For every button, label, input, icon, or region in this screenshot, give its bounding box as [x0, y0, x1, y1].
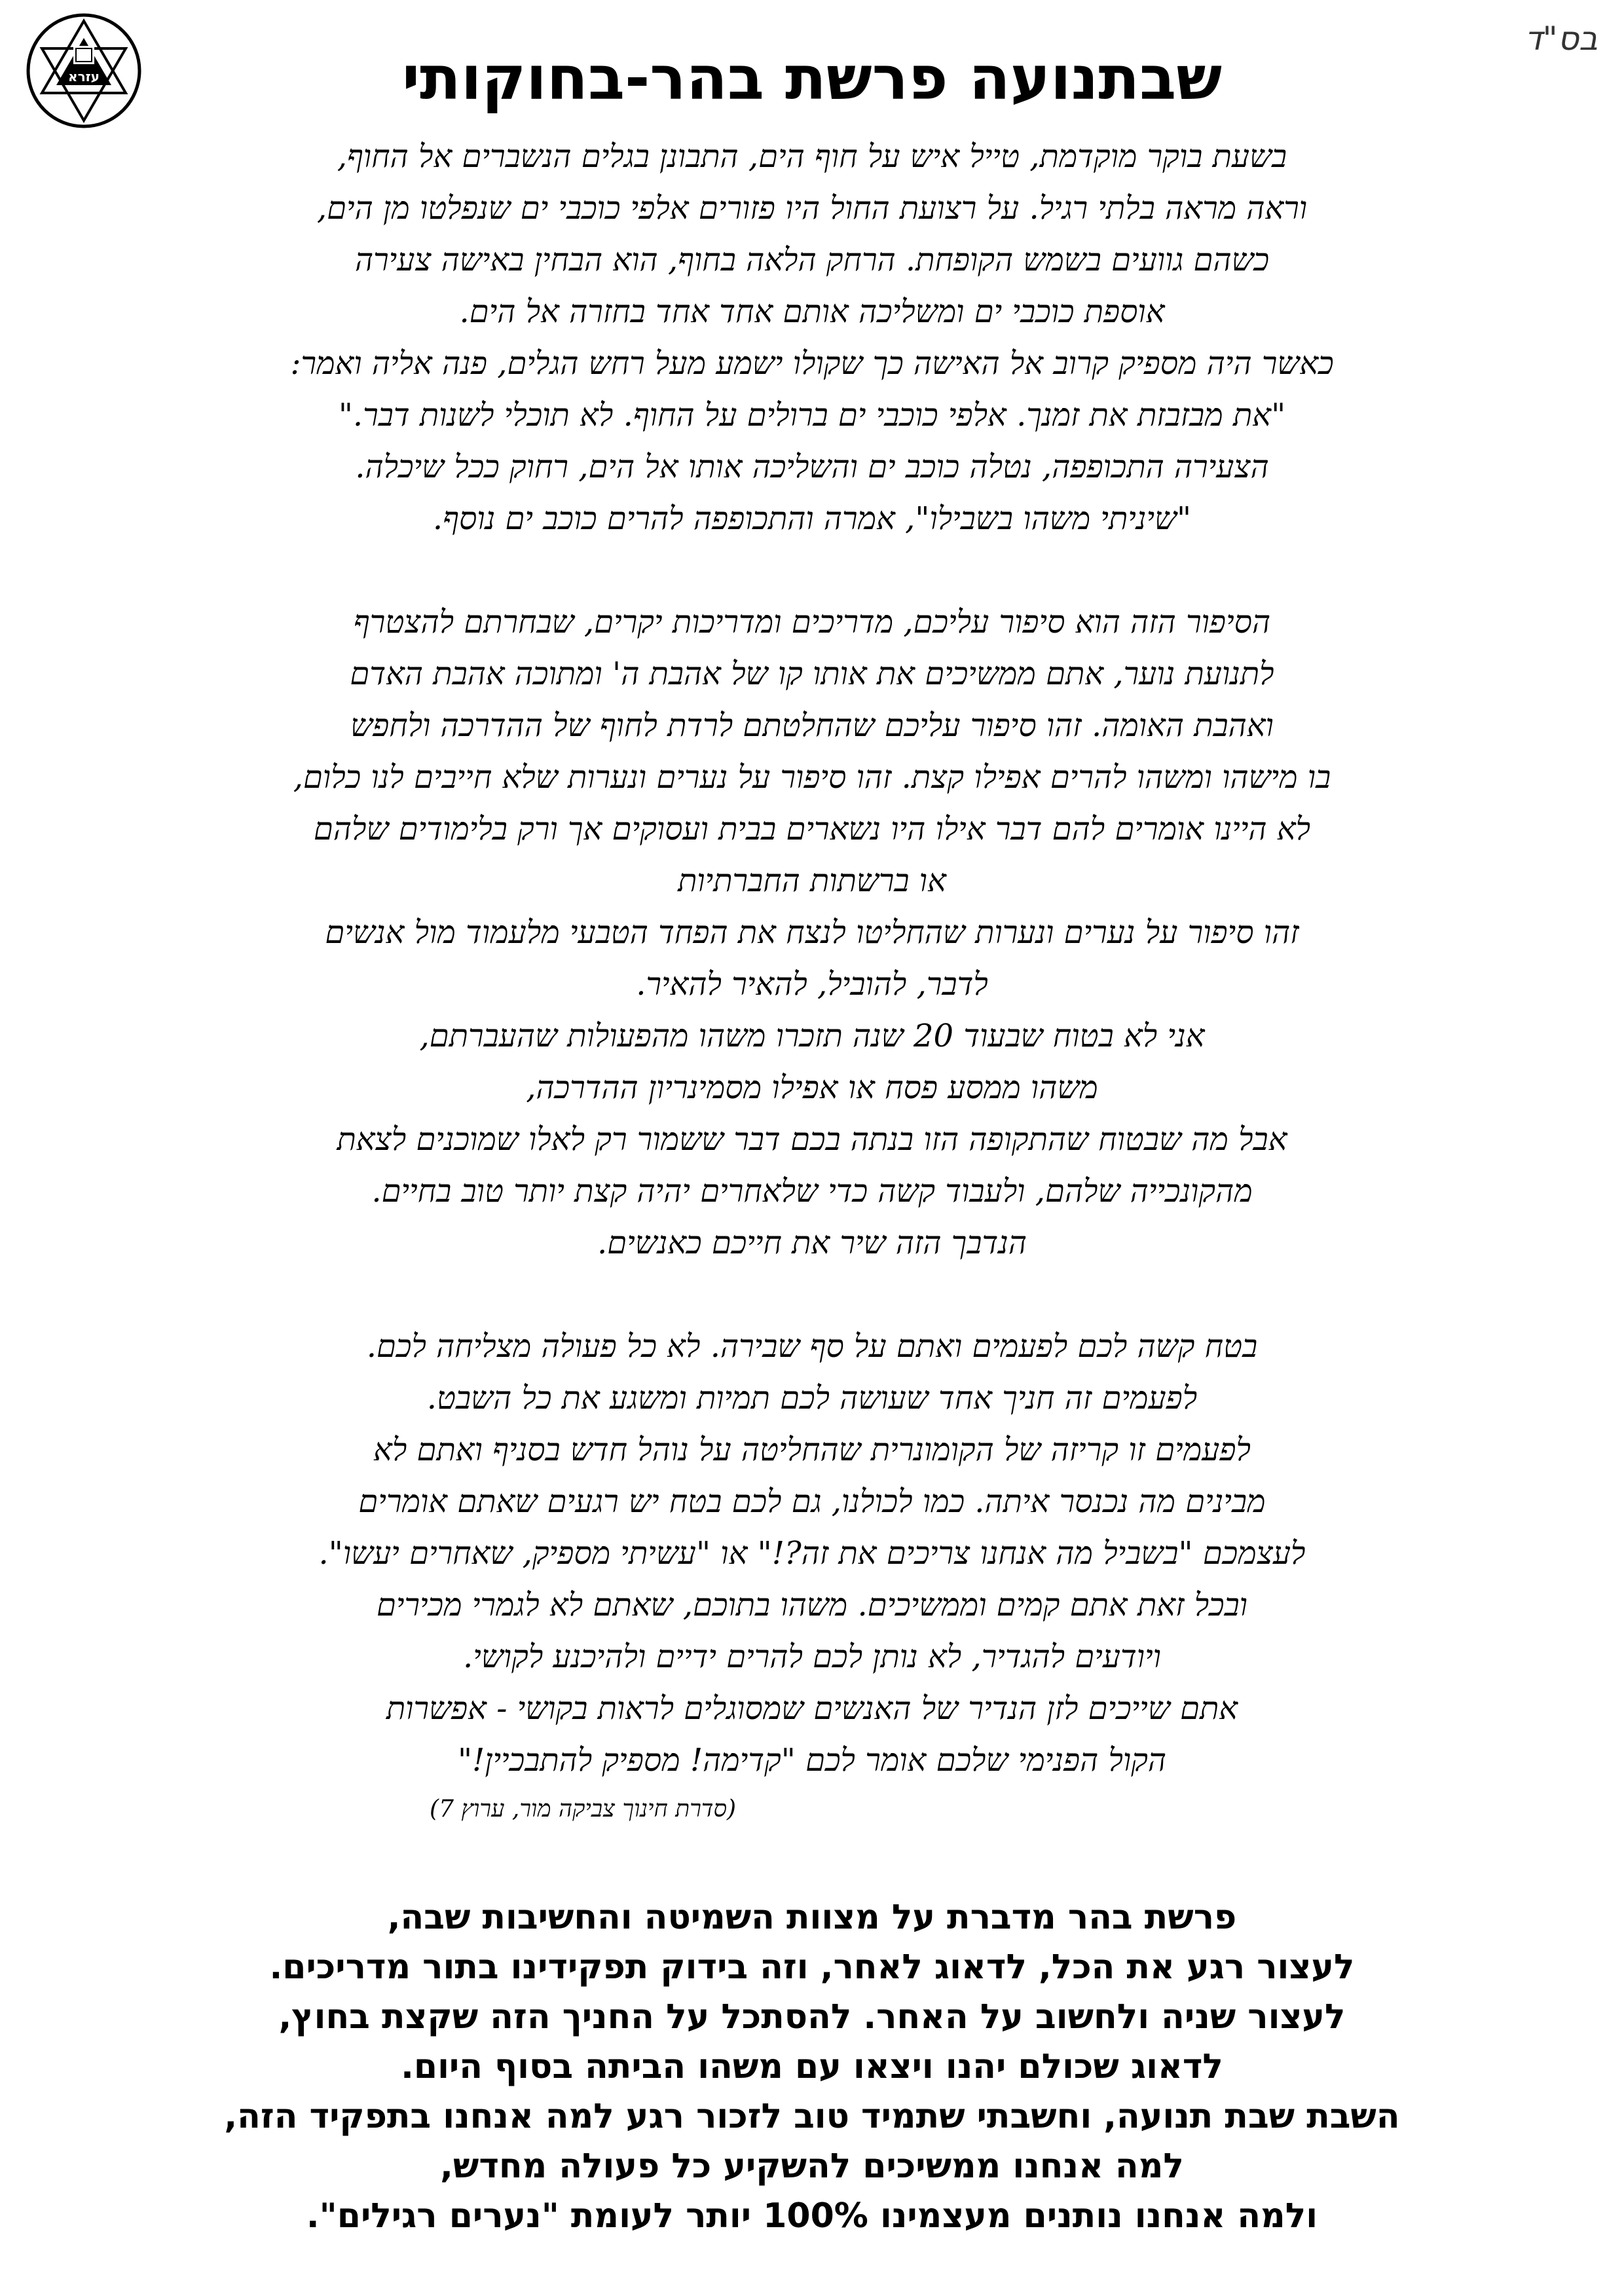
summary-line: לעצור רגע את הכל, לדאוג לאחר, וזה בידוק תפקידינו בתור מדריכים.: [269, 1948, 1355, 1987]
story-line: הצעירה התכופפה, נטלה כוכב ים והשליכה אותו אל הים, רחוק ככל שיכלה.: [355, 449, 1269, 485]
story-line: בשעת בוקר מוקדמת, טייל איש על חוף הים, התבונן בגלים הנשברים אל החוף,: [337, 138, 1287, 175]
summary-line: למה אנחנו ממשיכים להשקיע כל פעולה מחדש,: [440, 2147, 1184, 2186]
story-line: לא היינו אומרים להם דבר אילו היו נשארים בבית ועסוקים אך ורק בלימודים שלהם: [313, 811, 1311, 847]
bsd-mark: בס"ד: [1524, 20, 1598, 58]
story-line: "שיניתי משהו בשבילו", אמרה והתכופפה להרים כוכב ים נוסף.: [432, 500, 1192, 537]
story-line: הסיפור הזה הוא סיפור עליכם, מדריכים ומדריכות יקרים, שבחרתם להצטרף: [353, 604, 1271, 640]
story-line: מהקונכייה שלהם, ולעבוד קשה כדי שלאחרים יהיה קצת יותר טוב בחיים.: [371, 1173, 1253, 1210]
story-citation: (סדרת חינוך צביקה מור, ערוץ 7): [430, 1796, 736, 1822]
logo-text: עזרא: [68, 69, 100, 84]
summary-line: ולמה אנחנו נותנים מעצמינו 100% יותר לעומת "נערים רגילים".: [306, 2196, 1318, 2236]
page-title: שבתנועה פרשת בהר-בחוקותי: [401, 43, 1223, 113]
story-line: לפעמים זו קריזה של הקומונרית שהחליטה על נוהל חדש בסניף ואתם לא: [373, 1432, 1251, 1468]
story-line: אוספת כוכבי ים ומשליכה אותם אחד אחד בחזרה אל הים.: [459, 293, 1165, 330]
story-line: לתנועת נוער, אתם ממשיכים את אותו קו של אהבת ה' ומתוכה אהבת האדם: [350, 656, 1274, 692]
story-line: אבל מה שבטוח שהתקופה הזו בנתה בכם דבר ששמור רק לאלו שמוכנים לצאת: [337, 1121, 1287, 1158]
story-line: לדבר, להוביל, להאיר להאיר.: [636, 966, 988, 1003]
summary-line: פרשת בהר מדברת על מצוות השמיטה והחשיבות שבה,: [387, 1898, 1237, 1937]
story-line: ואהבת האומה. זהו סיפור עליכם שהחלטתם לרדת לחוף של ההדרכה ולחפש: [350, 707, 1274, 744]
story-line: לעצמכם "בשביל מה אנחנו צריכים את זה?!" או "עשיתי מספיק, שאחרים יעשו".: [318, 1535, 1306, 1572]
story-line: כשהם גוועים בשמש הקופחת. הרחק הלאה בחוף, הוא הבחין באישה צעירה: [354, 242, 1270, 278]
story-line: לפעמים זה חניך אחד שעושה לכם תמיות ומשגע את כל השבט.: [426, 1380, 1198, 1416]
story-line: בטח קשה לכם לפעמים ואתם על סף שבירה. לא כל פעולה מצליחה לכם.: [366, 1328, 1258, 1365]
story-body: [118, 131, 1506, 1832]
story-line: ובכל זאת אתם קמים וממשיכים. משהו בתוכם, שאתם לא לגמרי מכירים: [376, 1587, 1248, 1623]
summary-line: לעצור שניה ולחשוב על האחר. להסתכל על החניך הזה שקצת בחוץ,: [278, 1997, 1346, 2037]
paragraph-gap: [118, 1269, 1506, 1321]
story-line: אתם שייכים לזן הנדיר של האנשים שמסוגלים לראות בקושי - אפשרות: [386, 1690, 1238, 1727]
story-line: הנדבך הזה שיר את חייכם כאנשים.: [597, 1225, 1027, 1261]
story-line: זהו סיפור על נערים ונערות שהחליטו לנצח את הפחד הטבעי מלעמוד מול אנשים: [325, 914, 1299, 951]
story-line: ויודעים להגדיר, לא נותן לכם להרים ידיים ולהיכנע לקושי.: [463, 1638, 1161, 1675]
paragraph-gap: [118, 545, 1506, 597]
story-line: הקול הפנימי שלכם אומר לכם "קדימה! מספיק להתבכיין!": [457, 1742, 1167, 1779]
org-emblem-graphic: [25, 12, 143, 130]
story-line: בו מישהו ומשהו להרים אפילו קצת. זהו סיפור על נערים ונערות שלא חייבים לנו כלום,: [293, 759, 1331, 796]
story-line: וראה מראה בלתי רגיל. על רצועת החול היו פזורים אלפי כוכבי ים שנפלטו מן הים,: [316, 190, 1308, 227]
summary-line: השבת שבת תנועה, וחשבתי שתמיד טוב לזכור רגע למה אנחנו בתפקיד הזה,: [224, 2097, 1400, 2136]
story-line: משהו ממסע פסח או אפילו מסמינריון ההדרכה,: [526, 1069, 1098, 1106]
story-line: אני לא בטוח שבעוד 20 שנה תזכרו משהו מהפעולות שהעברתם,: [419, 1018, 1205, 1054]
story-line: "את מבזבזת את זמנך. אלפי כוכבי ים ברולים על החוף. לא תוכלי לשנות דבר.": [338, 397, 1286, 434]
story-line: כאשר היה מספיק קרוב אל האישה כך שקולו ישמע מעל רחש הגלים, פנה אליה ואמר:: [290, 345, 1334, 382]
story-line: או ברשתות החברתיות: [678, 862, 946, 899]
org-emblem-icon: [25, 12, 143, 130]
parasha-summary: [92, 1893, 1532, 2241]
summary-line: לדאוג שכולם יהנו ויצאו עם משהו הביתה בסוף היום.: [401, 2047, 1223, 2086]
story-line: מבינים מה נכנסר איתה. כמו לכולנו, גם לכם בטח יש רגעים שאתם אומרים: [358, 1483, 1266, 1520]
